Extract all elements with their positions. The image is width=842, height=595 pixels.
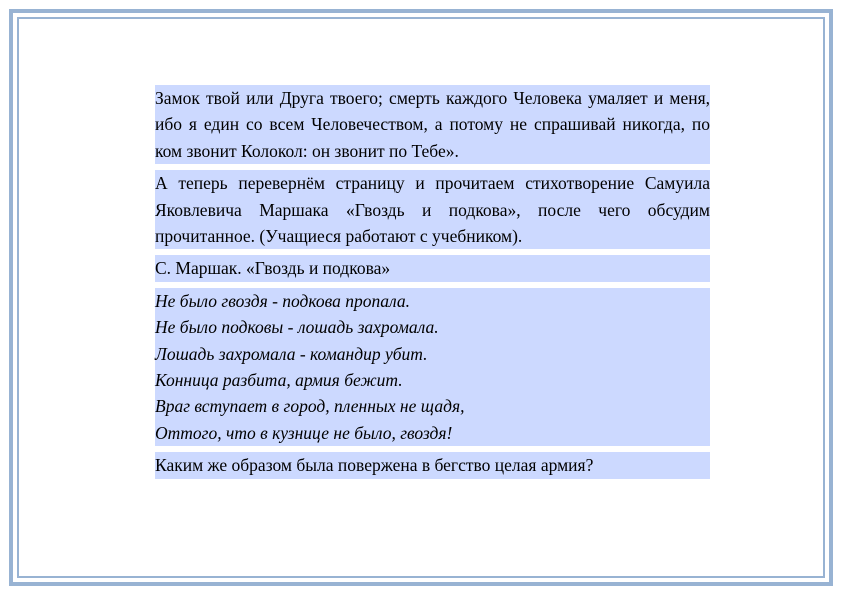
poem-line: Враг вступает в город, пленных не щадя,: [155, 396, 465, 417]
text-block: [155, 85, 710, 479]
poem-line: Не было подковы - лошадь захромала.: [155, 317, 439, 338]
poem: [155, 288, 710, 446]
poem-line: Не было гвоздя - подкова пропала.: [155, 290, 410, 311]
poem-line: Конница разбита, армия бежит.: [155, 370, 403, 391]
poem-title: С. Маршак. «Гвоздь и подкова»: [155, 255, 710, 281]
paragraph-quote: Замок твой или Друга твоего; смерть каждого Человека умаляет и меня, ибо я един со всем Человечеством, а потому не спрашивай никогда, по ком звонит Колокол: он звонит по Тебе».: [155, 85, 710, 164]
poem-line: Оттого, что в кузнице не было, гвоздя!: [155, 422, 453, 443]
question-line: Каким же образом была повержена в бегство целая армия?: [155, 452, 710, 478]
poem-line: Лошадь захромала - командир убит.: [155, 343, 428, 364]
paragraph-instruction: А теперь перевернём страницу и прочитаем стихотворение Самуила Яковлевича Маршака «Гвоздь и подкова», после чего обсудим прочитанное. (Учащиеся работают с учебником).: [155, 170, 710, 249]
